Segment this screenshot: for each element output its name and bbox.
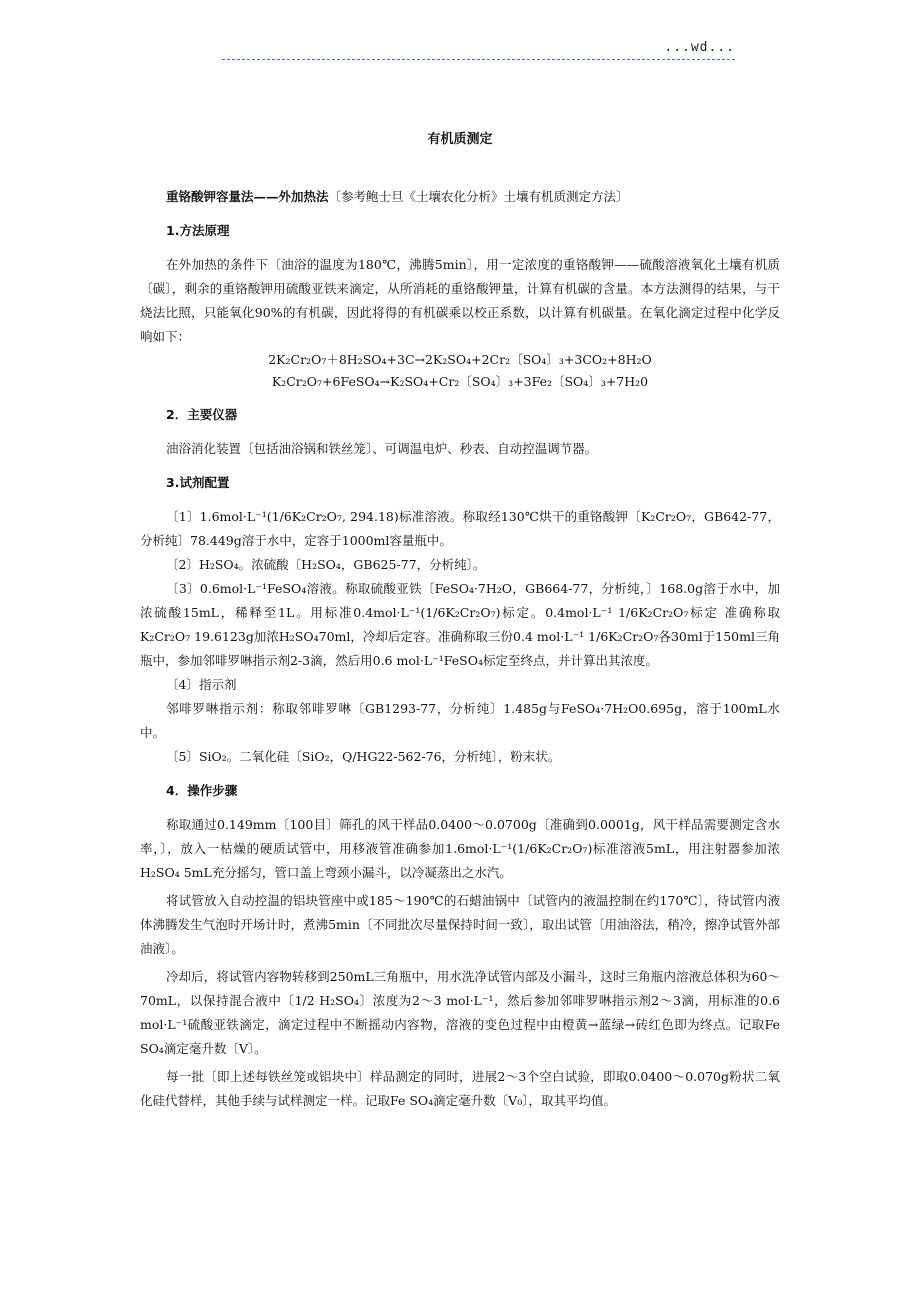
header-watermark: ...wd... bbox=[664, 40, 735, 55]
document-body bbox=[140, 128, 780, 1113]
reagent-1: 〔1〕1.6mol·L⁻¹(1/6K₂Cr₂O₇, 294.18)标准溶液。称取经130℃烘干的重铬酸钾〔K₂Cr₂O₇，GB642-77，分析纯〕78.449g溶于水中，定容于1000ml容量瓶中。 bbox=[140, 509, 780, 548]
section-2-paragraph: 油浴消化装置〔包括油浴锅和铁丝笼〕、可调温电炉、秒表、自动控温调节器。 bbox=[166, 441, 598, 456]
reaction-equation-2: K₂Cr₂O₇+6FeSO₄→K₂SO₄+Cr₂〔SO₄〕₃+3Fe₂〔SO₄〕₃+7H₂0 bbox=[271, 374, 649, 389]
reagent-5: 〔5〕SiO₂。二氧化硅〔SiO₂，Q/HG22-562-76，分析纯〕，粉末状。 bbox=[166, 749, 561, 764]
procedure-paragraph-1: 称取通过0.149mm〔100目〕筛孔的风干样品0.0400～0.0700g〔准确到0.0001g，风干样品需要测定含水率，〕，放入一枯燥的硬质试管中，用移液管准确参加1.6mol·L⁻¹(1/6K₂Cr₂O₇)标准溶液5mL，用注射器参加浓H₂SO₄ 5mL充分摇匀，管口盖上弯颈小漏斗，以冷凝蒸出之水汽。 bbox=[140, 817, 780, 880]
section-4-heading: 4．操作步骤 bbox=[166, 783, 238, 798]
reaction-equation-1: 2K₂Cr₂O₇＋8H₂SO₄+3C→2K₂SO₄+2Cr₂〔SO₄〕₃+3CO₂+8H₂O bbox=[268, 352, 652, 367]
section-2-heading: 2．主要仪器 bbox=[166, 407, 238, 422]
reagent-2: 〔2〕H₂SO₄。浓硫酸〔H₂SO₄，GB625-77，分析纯〕。 bbox=[166, 557, 486, 572]
reagent-4-detail: 邻啡罗啉指示剂：称取邻啡罗啉〔GB1293-77，分析纯〕1.485g与FeSO₄·7H₂O0.695g，溶于100mL水中。 bbox=[140, 701, 780, 740]
header-dashed-rule bbox=[222, 59, 735, 60]
reagent-3: 〔3〕0.6mol·L⁻¹FeSO₄溶液。称取硫酸亚铁〔FeSO₄·7H₂O，GB664-77，分析纯，〕168.0g溶于水中，加浓硫酸15mL，稀释至1L。用标准0.4mol·L⁻¹(1/6K₂Cr₂O₇)标定。0.4mol·L⁻¹ 1/6K₂Cr₂O₇标定 准确称取K₂Cr₂O₇ 19.6123g加浓H₂SO₄70ml，冷却后定容。准确称取三份0.4 mol·L⁻¹ 1/6K₂Cr₂O₇各30ml于150ml三角瓶中，参加邻啡罗啉指示剂2-3滴，然后用0.6 mol·L⁻¹FeSO₄标定至终点，并计算出其浓度。 bbox=[140, 581, 780, 668]
section-3-heading: 3.试剂配置 bbox=[166, 475, 230, 490]
reagent-4: 〔4〕指示剂 bbox=[166, 677, 237, 692]
method-name: 重铬酸钾容量法——外加热法 bbox=[166, 189, 329, 204]
section-1-heading: 1.方法原理 bbox=[166, 223, 230, 238]
procedure-paragraph-4: 每一批〔即上述每铁丝笼或铝块中〕样品测定的同时，进展2～3个空白试验，即取0.0400～0.070g粉状二氧化硅代替样，其他手续与试样测定一样。记取Fe SO₄滴定毫升数〔V₀〕，取其平均值。 bbox=[140, 1069, 780, 1108]
procedure-paragraph-2: 将试管放入自动控温的铝块管座中或185～190℃的石蜡油锅中〔试管内的液温控制在约170℃〕，待试管内液体沸腾发生气泡时开场计时，煮沸5min〔不同批次尽量保持时间一致〕，取出试管〔用油浴法，稍冷，擦净试管外部油液〕。 bbox=[140, 893, 780, 956]
method-reference: 〔参考鲍士旦《土壤农化分析》土壤有机质测定方法〕 bbox=[328, 189, 629, 204]
section-1-paragraph: 在外加热的条件下〔油浴的温度为180℃，沸腾5min〕，用一定浓度的重铬酸钾——硫酸溶液氧化土壤有机质〔碳〕，剩余的重铬酸钾用硫酸亚铁来滴定，从所消耗的重铬酸钾量，计算有机碳的含量。本方法测得的结果，与干烧法比照，只能氧化90%的有机碳，因此将得的有机碳乘以校正系数，以计算有机碳量。在氧化滴定过程中化学反响如下： bbox=[140, 257, 780, 344]
procedure-paragraph-3: 冷却后，将试管内容物转移到250mL三角瓶中，用水洗净试管内部及小漏斗，这时三角瓶内溶液总体积为60～70mL，以保持混合液中〔1/2 H₂SO₄〕浓度为2～3 mol·L⁻¹，然后参加邻啡罗啉指示剂2～3滴，用标准的0.6 mol·L⁻¹硫酸亚铁滴定，滴定过程中不断摇动内容物，溶液的变色过程中由橙黄→蓝绿→砖红色即为终点。记取Fe SO₄滴定毫升数〔V〕。 bbox=[140, 969, 780, 1056]
page-header bbox=[222, 40, 735, 62]
method-line bbox=[140, 185, 780, 209]
page-title: 有机质测定 bbox=[427, 132, 493, 147]
